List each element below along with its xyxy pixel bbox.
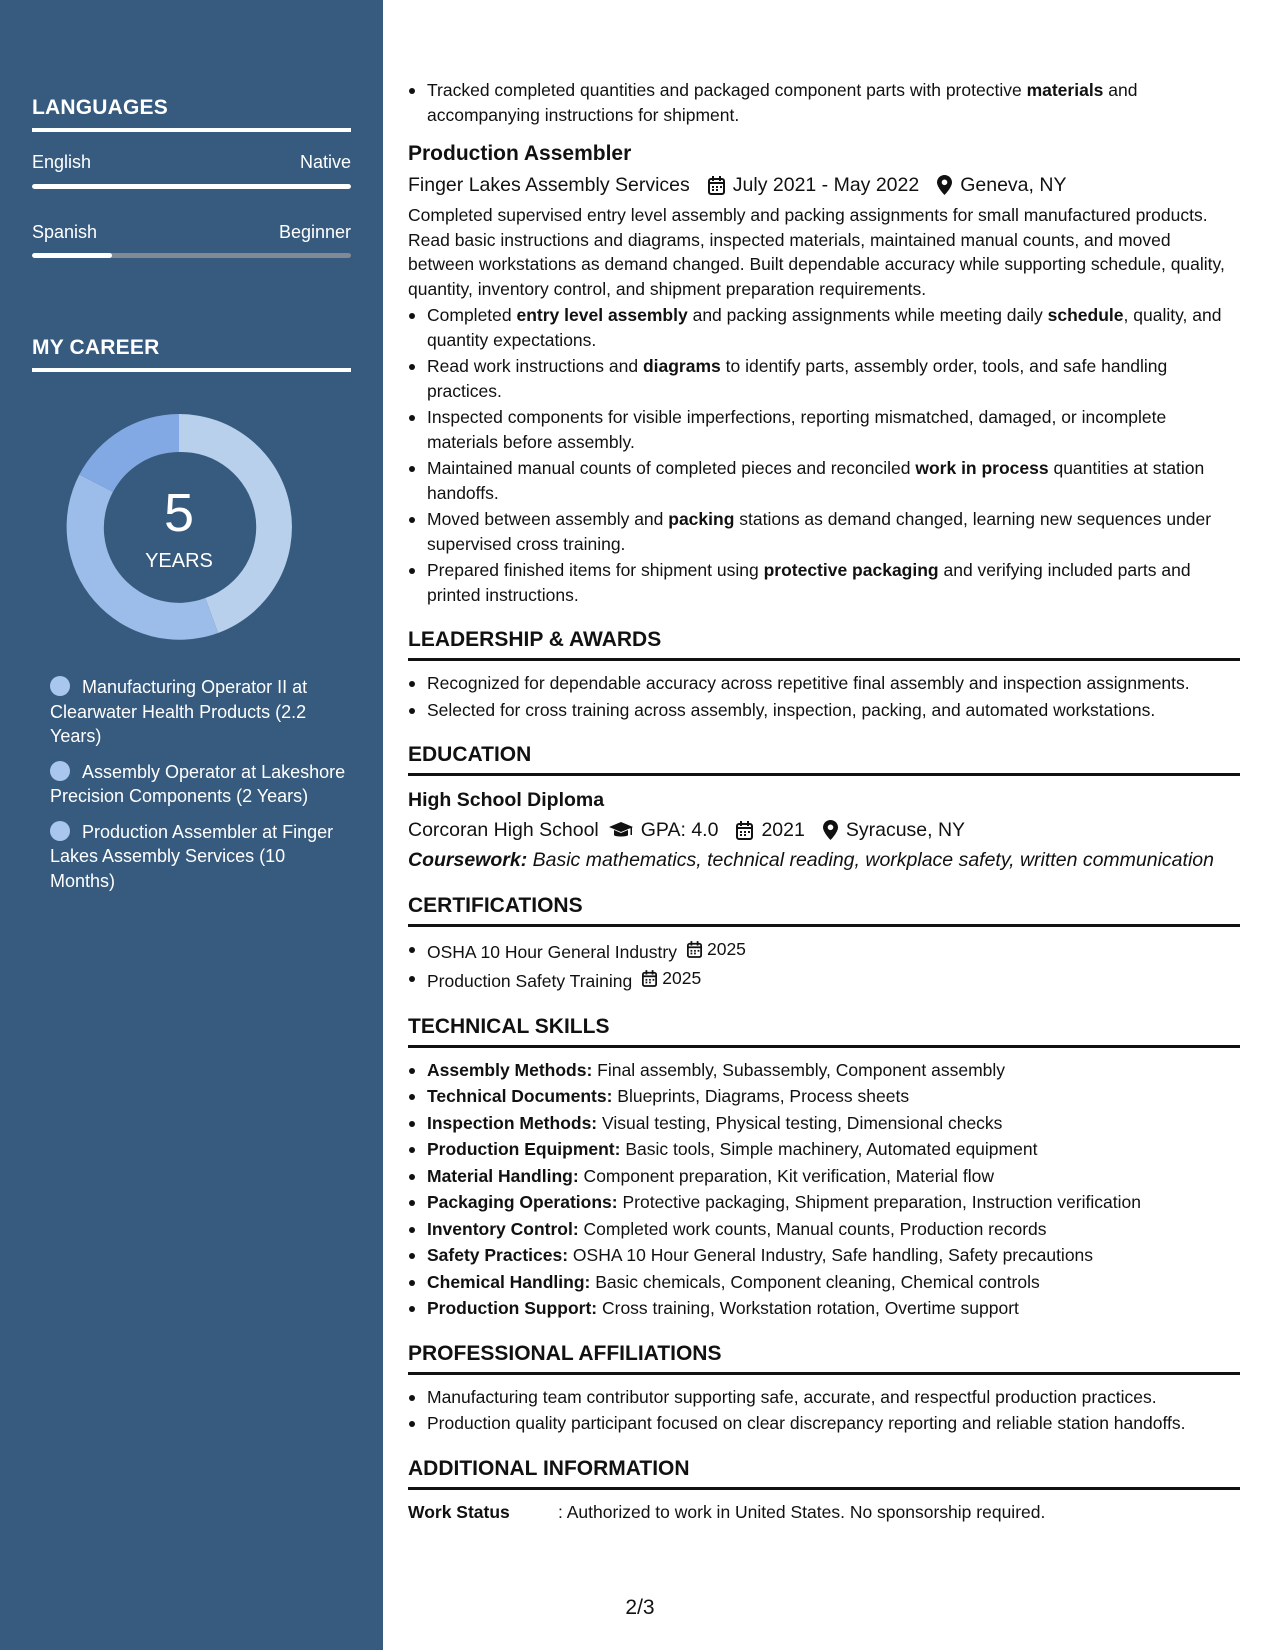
calendar-icon [642, 970, 657, 987]
job-title: Production Assembler [408, 142, 632, 165]
education-coursework: Coursework: Basic mathematics, technical reading, workplace safety, written communication [408, 849, 1214, 871]
list-item: Completed entry level assembly and packing assignments while meeting daily schedule, quality, and quantity expectations. [408, 303, 1240, 352]
leadership-heading: LEADERSHIP & AWARDS [408, 625, 1240, 661]
location-pin-icon [937, 175, 952, 195]
list-item: Recognized for dependable accuracy across repetitive final assembly and inspection assignments. [408, 671, 1240, 696]
list-item: Chemical Handling: Basic chemicals, Component cleaning, Chemical controls [408, 1270, 1240, 1295]
calendar-icon [708, 176, 725, 195]
donut-segment-production-assembler [79, 414, 179, 492]
list-item: Assembly Methods: Final assembly, Subassembly, Component assembly [408, 1058, 1240, 1083]
graduation-cap-icon [609, 822, 633, 839]
career-total-number: 5 [163, 483, 195, 543]
list-item: Selected for cross training across assembly, inspection, packing, and automated workstations. [408, 698, 1240, 723]
education-school: Corcoran High School [408, 819, 599, 841]
job-meta [408, 171, 1240, 199]
list-item: Production Equipment: Basic tools, Simple machinery, Automated equipment [408, 1137, 1240, 1162]
work-status-row [408, 1500, 1240, 1525]
sidebar [0, 0, 383, 1650]
language-proficiency-bar-spanish [32, 253, 351, 258]
career-list [50, 675, 350, 904]
career-item-text: Assembly Operator at Lakeshore Precision Components (2 Years) [50, 761, 346, 806]
career-item-text: Production Assembler at Finger Lakes Assembly Services (10 Months) [50, 821, 334, 891]
language-proficiency-fill [32, 253, 112, 258]
language-proficiency-bar-english [32, 184, 351, 189]
list-item: Production Safety Training 2025 [408, 966, 1240, 993]
affiliations-heading: PROFESSIONAL AFFILIATIONS [408, 1339, 1240, 1375]
list-item: Inspection Methods: Visual testing, Physical testing, Dimensional checks [408, 1111, 1240, 1136]
certifications-heading: CERTIFICATIONS [408, 891, 1240, 927]
language-row-spanish [32, 222, 351, 243]
list-item: Production quality participant focused on clear discrepancy reporting and reliable station handoffs. [408, 1411, 1240, 1436]
education-degree: High School Diploma [408, 789, 605, 811]
leadership-list [408, 671, 1240, 722]
language-level: Beginner [278, 222, 351, 242]
job-company: Finger Lakes Assembly Services [408, 174, 690, 196]
list-item: Packaging Operations: Protective packaging, Shipment preparation, Instruction verification [408, 1190, 1240, 1215]
education-year: 2021 [736, 816, 804, 844]
list-item: Read work instructions and diagrams to identify parts, assembly order, tools, and safe handling practices. [408, 354, 1240, 403]
calendar-icon [687, 941, 702, 958]
list-item: Technical Documents: Blueprints, Diagrams, Process sheets [408, 1084, 1240, 1109]
skills-heading: TECHNICAL SKILLS [408, 1012, 1240, 1048]
job-location: Geneva, NY [937, 171, 1066, 199]
work-status-value: : Authorized to work in United States. No sponsorship required. [558, 1501, 1046, 1522]
prev-job-bullets [408, 78, 1240, 127]
list-item: Maintained manual counts of completed pieces and reconciled work in process quantities at station handoffs. [408, 456, 1240, 505]
languages-heading: LANGUAGES [32, 96, 351, 132]
career-total-unit: YEARS [145, 550, 213, 572]
location-pin-icon [823, 820, 838, 840]
education-heading: EDUCATION [408, 740, 1240, 776]
career-dot-icon [50, 676, 70, 696]
list-item: Inspected components for visible imperfections, reporting mismatched, damaged, or incomplete materials before assembly. [408, 405, 1240, 454]
language-name: Spanish [32, 222, 98, 242]
career-item [50, 760, 350, 809]
education-location: Syracuse, NY [823, 816, 965, 844]
list-item: Tracked completed quantities and packaged component parts with protective materials and accompanying instructions for shipment. [408, 78, 1240, 127]
list-item: Inventory Control: Completed work counts, Manual counts, Production records [408, 1217, 1240, 1242]
career-item [50, 675, 350, 749]
list-item: Safety Practices: OSHA 10 Hour General Industry, Safe handling, Safety precautions [408, 1243, 1240, 1268]
career-item [50, 820, 350, 894]
career-dot-icon [50, 821, 70, 841]
list-item: Manufacturing team contributor supporting safe, accurate, and respectful production practices. [408, 1385, 1240, 1410]
additional-info-heading: ADDITIONAL INFORMATION [408, 1454, 1240, 1490]
job-dates: July 2021 - May 2022 [708, 171, 919, 199]
list-item: Production Support: Cross training, Workstation rotation, Overtime support [408, 1296, 1240, 1321]
job-bullets [408, 303, 1240, 607]
main-content [408, 78, 1240, 1524]
list-item: OSHA 10 Hour General Industry 2025 [408, 937, 1240, 964]
career-dot-icon [50, 761, 70, 781]
calendar-icon [736, 821, 753, 840]
cert-date: 2025 [687, 937, 746, 962]
language-level: Native [299, 152, 351, 172]
language-proficiency-fill [32, 184, 351, 189]
list-item: Material Handling: Component preparation, Kit verification, Material flow [408, 1164, 1240, 1189]
career-heading: MY CAREER [32, 336, 351, 372]
affiliations-list [408, 1385, 1240, 1436]
list-item: Moved between assembly and packing stations as demand changed, learning new sequences under supervised cross training. [408, 507, 1240, 556]
job-summary: Completed supervised entry level assembly and packing assignments for small manufactured products. Read basic instructions and diagrams, inspected materials, maintained manual counts, and moved between workstations as demand changed. Built dependable accuracy while supporting schedule, quality, quantity, inventory control, and shipment preparation requirements. [408, 205, 1225, 299]
certifications-list [408, 937, 1240, 994]
language-name: English [32, 152, 92, 172]
list-item: Prepared finished items for shipment using protective packaging and verifying included parts and printed instructions. [408, 558, 1240, 607]
language-row-english [32, 152, 351, 173]
education-meta [408, 816, 1240, 844]
career-item-text: Manufacturing Operator II at Clearwater Health Products (2.2 Years) [50, 677, 308, 746]
page-number: 2/3 [625, 1596, 655, 1619]
education-gpa: GPA: 4.0 [609, 816, 719, 844]
skills-list [408, 1058, 1240, 1321]
work-status-label: Work Status [408, 1501, 510, 1522]
cert-date: 2025 [642, 966, 701, 991]
